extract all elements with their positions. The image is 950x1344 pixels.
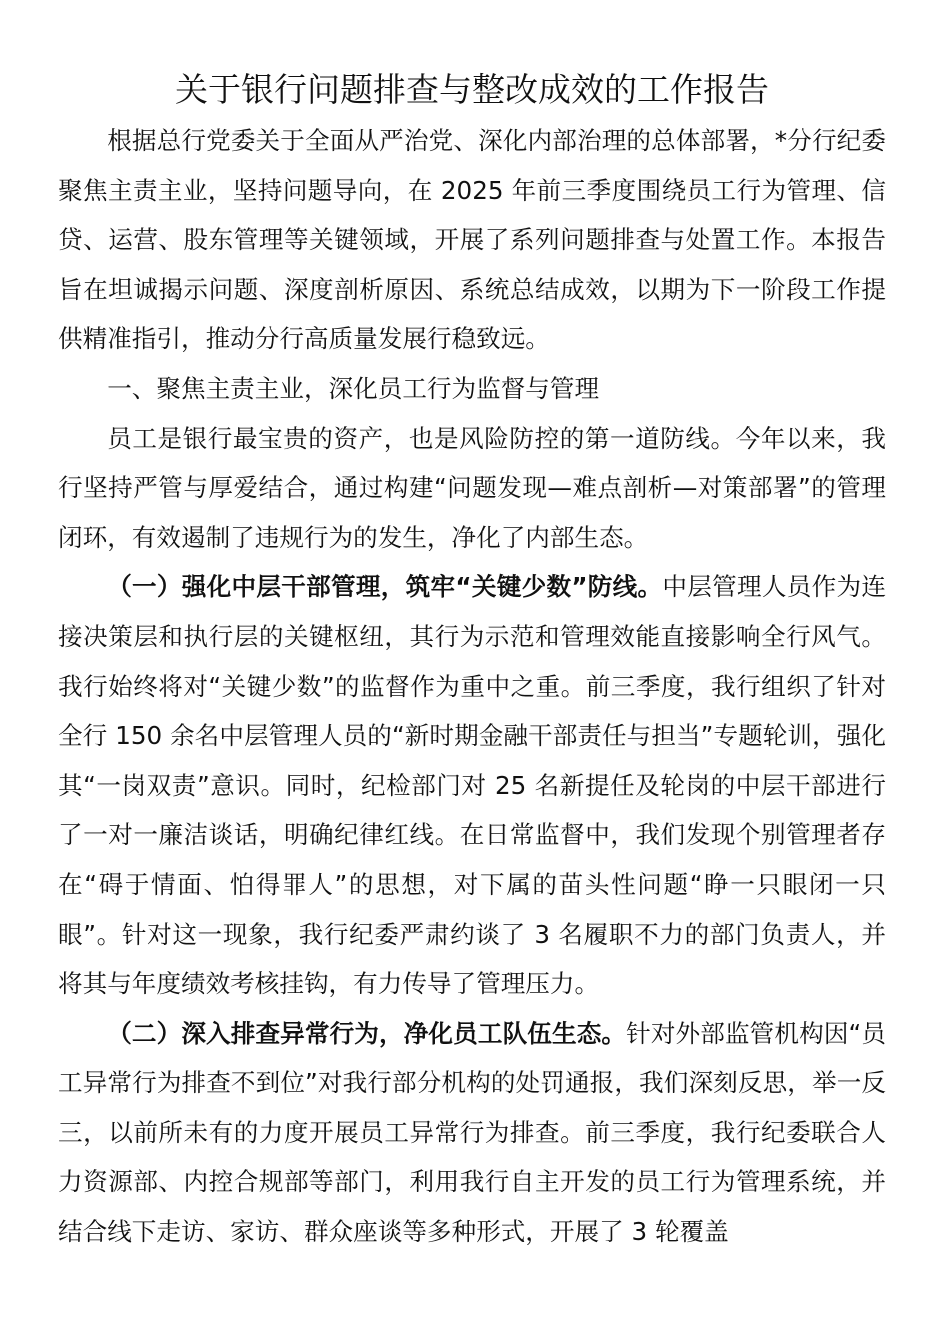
intro-paragraph: 根据总行党委关于全面从严治党、深化内部治理的总体部署，*分行纪委聚焦主责主业，坚持问题导向，在 2025 年前三季度围绕员工行为管理、信贷、运营、股东管理等关键领域，开展了系列问题排查与处置工作。本报告旨在坦诚揭示问题、深度剖析原因、系统总结成效，以期为下一阶段工作提供精准指引，推动分行高质量发展行稳致远。 xyxy=(58,126,886,354)
subsection-1-heading: （一）强化中层干部管理，筑牢“关键少数”防线。 xyxy=(107,572,663,602)
subsection-2-body: 针对外部监管机构因“员工异常行为排查不到位”对我行部分机构的处罚通报，我们深刻反思，举一反三，以前所未有的力度开展员工异常行为排查。前三季度，我行纪委联合人力资源部、内控合规部等部门，利用我行自主开发的员工行为管理系统，并结合线下走访、家访、群众座谈等多种形式，开展了 3 轮覆盖 xyxy=(58,1018,886,1247)
section-1-intro-paragraph: 员工是银行最宝贵的资产，也是风险防控的第一道防线。今年以来，我行坚持严管与厚爱结合，通过构建“问题发现—难点剖析—对策部署”的管理闭环，有效遏制了违规行为的发生，净化了内部生态。 xyxy=(58,423,886,552)
document-title: 关于银行问题排查与整改成效的工作报告 xyxy=(175,70,769,109)
section-heading-1: 一、聚焦主责主业，深化员工行为监督与管理 xyxy=(107,373,600,403)
subsection-2-heading: （二）深入排查异常行为，净化员工队伍生态。 xyxy=(107,1018,627,1048)
document-page xyxy=(58,64,886,1257)
subsection-2-paragraph xyxy=(58,1009,886,1257)
subsection-1-paragraph xyxy=(58,562,886,1008)
subsection-1-body: 中层管理人员作为连接决策层和执行层的关键枢纽，其行为示范和管理效能直接影响全行风气。我行始终将对“关键少数”的监督作为重中之重。前三季度，我行组织了针对全行 150 余名中层管理人员的“新时期金融干部责任与担当”专题轮训，强化其“一岗双责”意识。同时，纪检部门对 25 名新提任及轮岗的中层干部进行了一对一廉洁谈话，明确纪律红线。在日常监督中，我们发现个别管理者存在“碍于情面、怕得罪人”的思想，对下属的苗头性问题“睁一只眼闭一只眼”。针对这一现象，我行纪委严肃约谈了 3 名履职不力的部门负责人，并将其与年度绩效考核挂钩，有力传导了管理压力。 xyxy=(58,572,886,999)
